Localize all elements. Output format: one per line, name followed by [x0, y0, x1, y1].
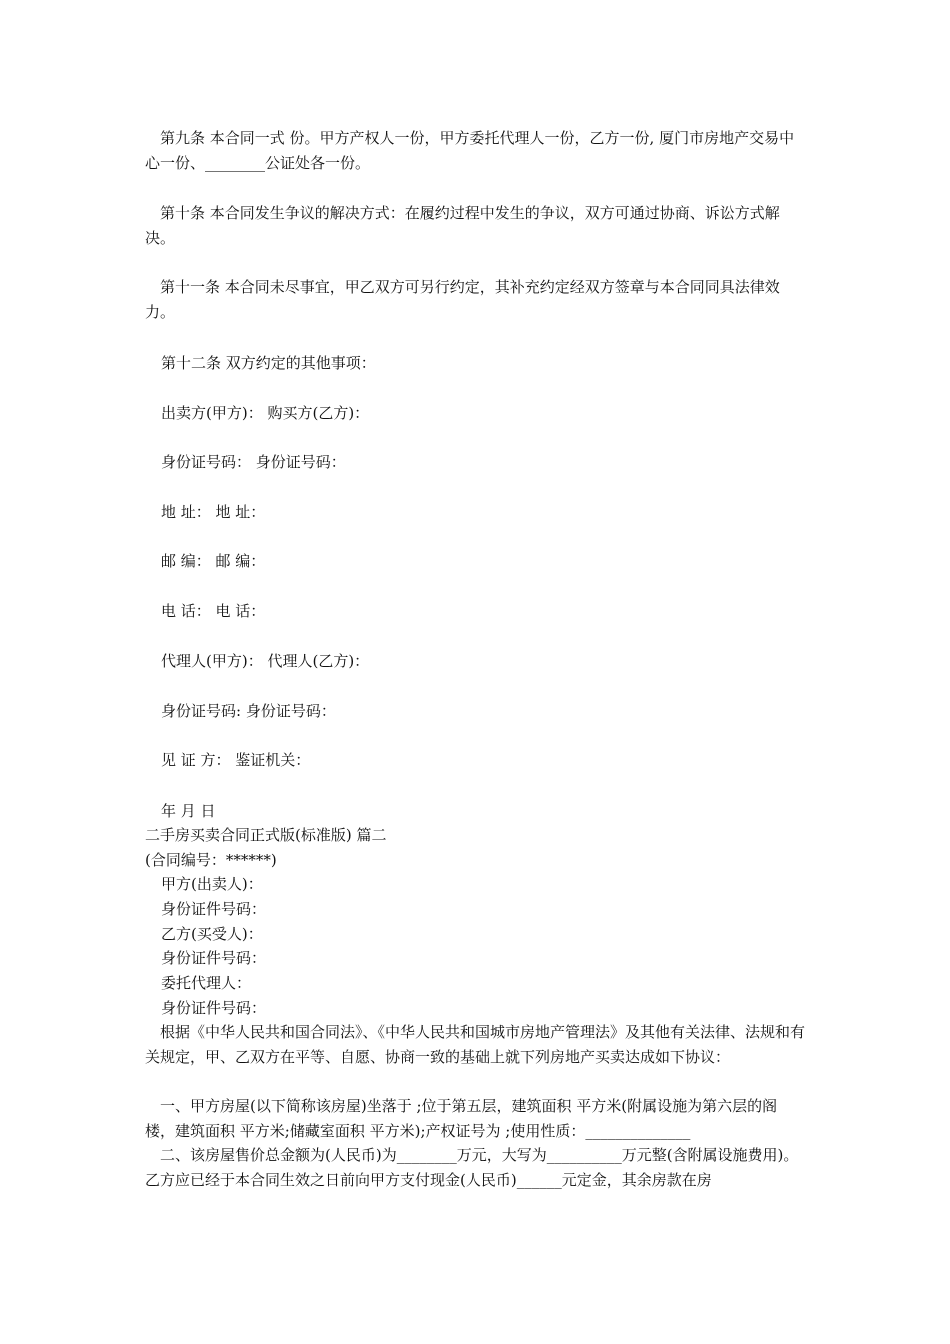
part2-clause-1: 一、甲方房屋(以下简称该房屋)坐落于 ;位于第五层，建筑面积 平方米(附属设施为第六层的阁楼，建筑面积 平方米;储藏室面积 平方米);产权证号为 ;使用性质：______________	[145, 1097, 778, 1140]
signature-witness: 见 证 方： 鉴证机关：	[161, 751, 311, 769]
part2-title: 二手房买卖合同正式版(标准版) 篇二	[145, 826, 387, 844]
signature-agent-id: 身份证号码: 身份证号码：	[161, 702, 336, 720]
part2-clause-2: 二、该房屋售价总金额为(人民币)为________万元，大写为__________万元整(含附属设施费用)。 乙方应已经于本合同生效之日前向甲方支付现金(人民币)______元定金，其余房款在房	[145, 1146, 799, 1189]
part2-party-a-id: 身份证件号码：	[161, 900, 267, 918]
part2-party-a: 甲方(出卖人)：	[161, 875, 263, 893]
part2-preamble: 根据《中华人民共和国合同法》、《中华人民共和国城市房地产管理法》及其他有关法律、法规和有关规定，甲、乙双方在平等、自愿、协商一致的基础上就下列房地产买卖达成如下协议：	[145, 1023, 806, 1066]
article-11: 第十一条 本合同未尽事宜，甲乙双方可另行约定，其补充约定经双方签章与本合同同具法律效力。	[145, 278, 780, 321]
part2-agent: 委托代理人：	[161, 974, 252, 992]
signature-parties: 出卖方(甲方)： 购买方(乙方)：	[161, 404, 370, 422]
part2-agent-id: 身份证件号码：	[161, 999, 267, 1017]
signature-postcode: 邮 编： 邮 编：	[161, 552, 266, 570]
signature-agents: 代理人(甲方)： 代理人(乙方)：	[161, 652, 370, 670]
signature-id: 身份证号码： 身份证号码：	[161, 453, 346, 471]
signature-date: 年 月 日	[161, 802, 216, 820]
article-12: 第十二条 双方约定的其他事项：	[161, 354, 376, 372]
article-10: 第十条 本合同发生争议的解决方式：在履约过程中发生的争议，双方可通过协商、诉讼方式解决。	[145, 204, 780, 247]
part2-contract-no: (合同编号：******)	[145, 851, 277, 869]
part2-party-b: 乙方(买受人)：	[161, 925, 263, 943]
article-9: 第九条 本合同一式 份。甲方产权人一份，甲方委托代理人一份，乙方一份, 厦门市房地产交易中心一份、________公证处各一份。	[145, 129, 795, 172]
signature-address: 地 址： 地 址：	[161, 503, 266, 521]
part2-party-b-id: 身份证件号码：	[161, 949, 267, 967]
signature-phone: 电 话： 电 话：	[161, 602, 266, 620]
